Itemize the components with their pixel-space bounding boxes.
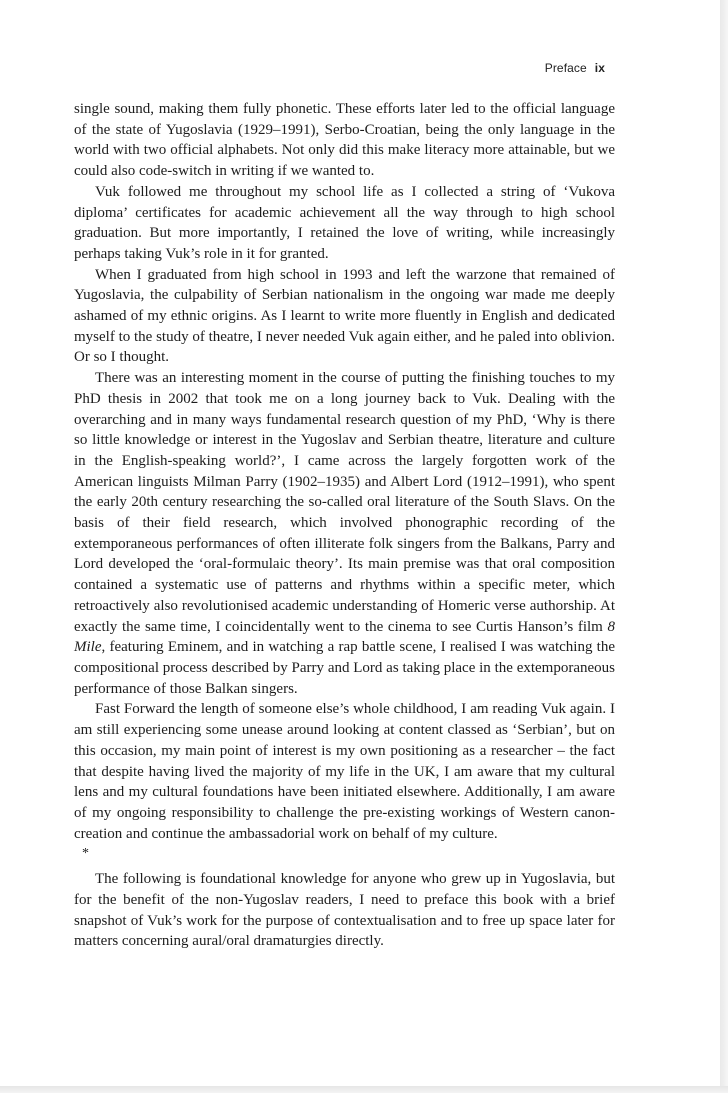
- paragraph-4-text-a: There was an interesting moment in the course of putting the finishing touches to my PhD thesis in 2002 that took me on a long journey back to Vuk. Dealing with the overarching and in many ways fundamental research question of my PhD, ‘Why is there so little knowledge or interest in the Yugoslav and Serbian theatre, literature and culture in the English-speaking world?’, I came across the largely forgotten work of the American linguists Milman Parry (1902–1935) and Albert Lord (1912–1991), who spent the early 20th century researching the so-called oral literature of the South Slavs. On the basis of their field research, which involved phonographic recording of the extemporaneous performances of often illiterate folk singers from the Balkans, Parry and Lord developed the ‘oral-formulaic theory’. Its main premise was that oral composition contained a systematic use of patterns and rhythms within a specific meter, which retroactively also revolutionised academic understanding of Homeric verse authorship. At exactly the same time, I coincidentally went to the cinema to see Curtis Hanson’s film: [74, 370, 615, 635]
- film-title: 8 Mile: [74, 618, 615, 656]
- paragraph-2: Vuk followed me throughout my school life as I collected a string of ‘Vukova diploma’ certificates for academic achievement all the way through to high school graduation. But more importantly, I retained the love of writing, while increasingly perhaps taking Vuk’s role in it for granted.: [74, 183, 615, 262]
- paragraph-1: single sound, making them fully phonetic. These efforts later led to the official language of the state of Yugoslavia (1929–1991), Serbo-Croatian, being the only language in the world with two official alphabets. Not only did this make literacy more attainable, but we could also code-switch in writing if we wanted to.: [74, 101, 615, 180]
- section-title: Preface: [544, 61, 587, 75]
- paragraph-4-text-b: , featuring Eminem, and in watching a rap battle scene, I realised I was watching the compositional process described by Parry and Lord as taking place in the extemporaneous performance of those Balkan singers.: [74, 639, 615, 697]
- page-edge-shadow: [720, 0, 728, 1093]
- paragraph-3: When I graduated from high school in 1993 and left the warzone that remained of Yugoslavia, the culpability of Serbian nationalism in the ongoing war made me deeply ashamed of my ethnic origins. As I learnt to write more fluently in English and dedicated myself to the study of theatre, I never needed Vuk again either, and he paled into oblivion. Or so I thought.: [74, 266, 615, 366]
- paragraph-4: [74, 368, 615, 699]
- body-text: [74, 99, 615, 952]
- paragraph-5: Fast Forward the length of someone else’s whole childhood, I am reading Vuk again. I am still experiencing some unease around looking at content classed as ‘Serbian’, but on this occasion, my main point of interest is my own positioning as a researcher – the fact that despite having lived the majority of my life in the UK, I am aware that my cultural lens and my cultural foundations have been initiated elsewhere. Additionally, I am aware of my ongoing responsibility to challenge the pre-existing workings of Western canon-creation and continue the ambassadorial work on behalf of my culture.: [74, 701, 615, 842]
- section-separator: *: [82, 846, 89, 862]
- page-number: ix: [594, 61, 605, 75]
- paragraph-6: The following is foundational knowledge for anyone who grew up in Yugoslavia, but for the benefit of the non-Yugoslav readers, I need to preface this book with a brief snapshot of Vuk’s work for the purpose of contextualisation and to free up space later for matters concerning aural/oral dramaturgies directly.: [74, 871, 615, 950]
- page-bottom-edge: [0, 1086, 728, 1093]
- running-head: [545, 61, 605, 75]
